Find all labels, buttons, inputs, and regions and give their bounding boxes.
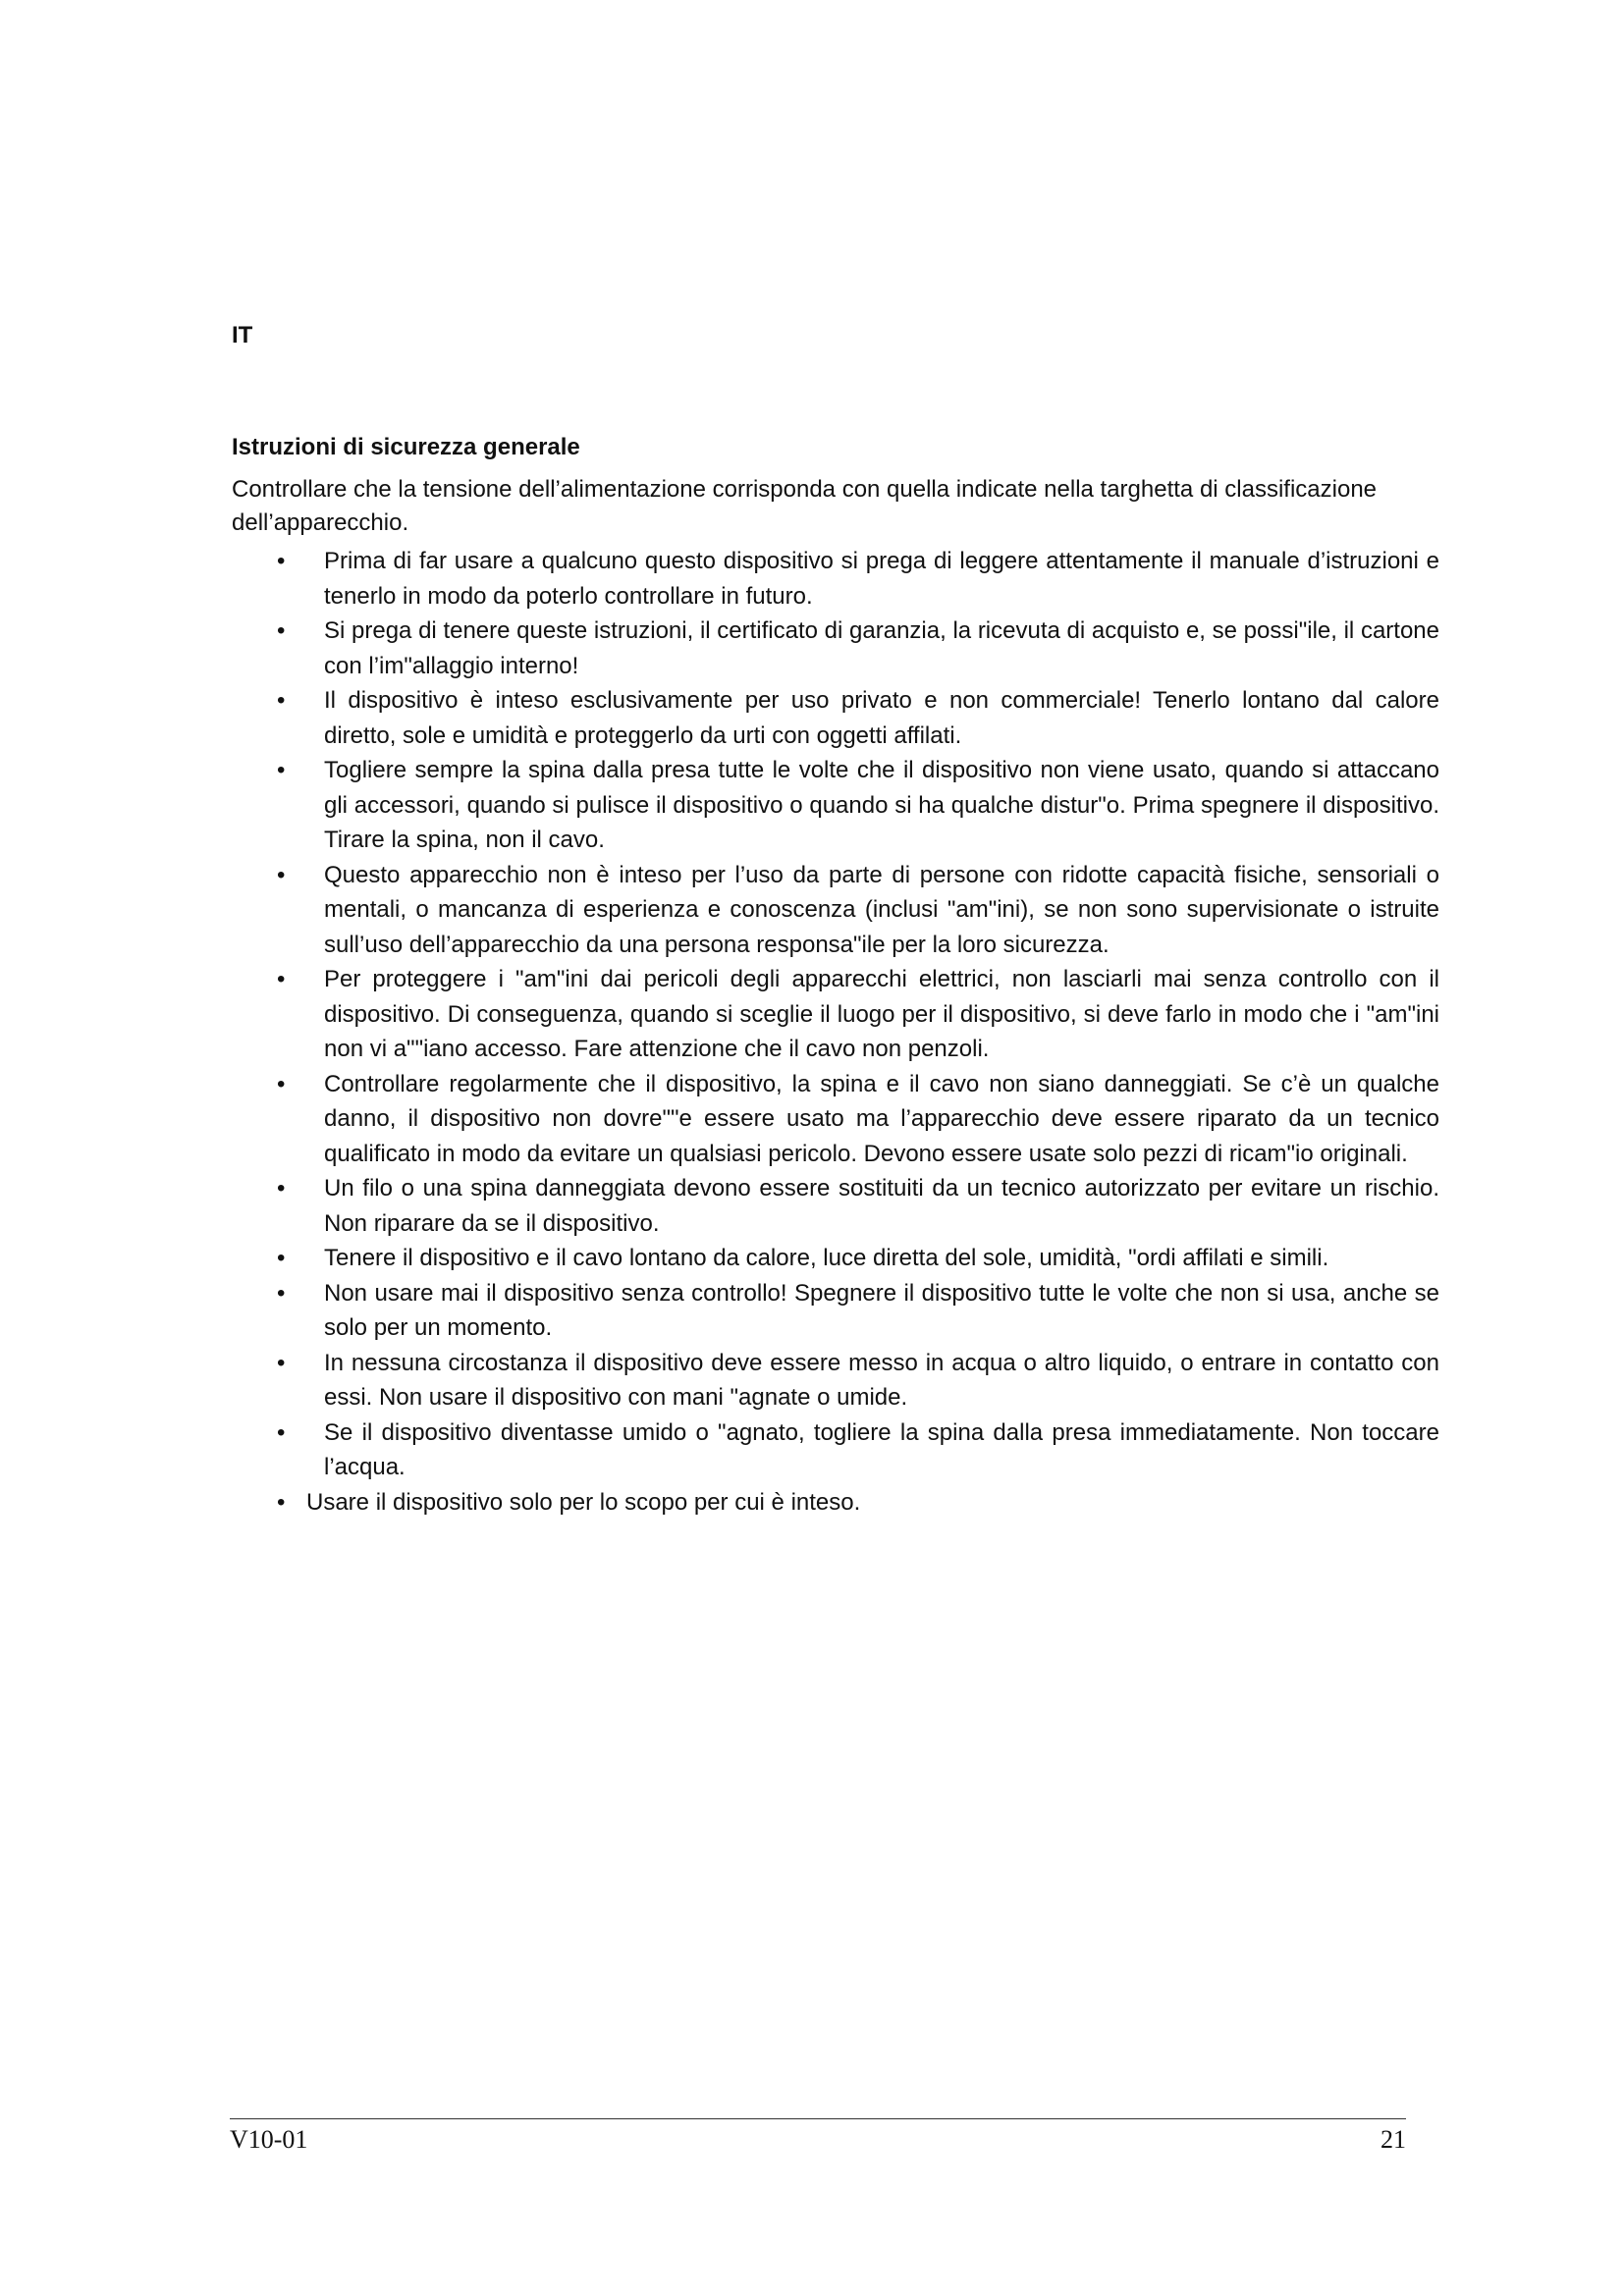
- list-item: [232, 544, 1439, 614]
- safety-rules-list: [232, 544, 1439, 1520]
- language-code: IT: [232, 322, 253, 348]
- list-item-text: Il dispositivo è inteso esclusivamente per uso privato e non commerciale! Tenerlo lontano dal calore diretto, sole e umidità e proteggerlo da urti con oggetti affilati.: [324, 687, 1439, 749]
- list-item-text: Usare il dispositivo solo per lo scopo per cui è inteso.: [306, 1488, 861, 1516]
- bullet-icon: •: [277, 548, 286, 574]
- list-item-text: Se il dispositivo diventasse umido o "agnato, togliere la spina dalla presa immediatamente. Non toccare l’acqua.: [324, 1418, 1439, 1480]
- list-item: [232, 1067, 1439, 1172]
- document-version: V10-01: [230, 2125, 308, 2154]
- intro-paragraph: Controllare che la tensione dell’alimentazione corrisponda con quella indicate nella targhetta di classificazione dell’apparecchio.: [232, 476, 1378, 536]
- bullet-icon: •: [277, 617, 286, 644]
- list-item-text: Questo apparecchio non è inteso per l’uso da parte di persone con ridotte capacità fisiche, sensoriali o mentali, o mancanza di esperienza e conoscenza (inclusi "am"ini), se non sono supervisionate o istruite sull’uso dell’apparecchio da una persona responsa"ile per la loro sicurezza.: [324, 861, 1439, 958]
- bullet-icon: •: [277, 1175, 286, 1201]
- list-item-text: Si prega di tenere queste istruzioni, il certificato di garanzia, la ricevuta di acquisto e, se possi"ile, il cartone con l’im"allaggio interno!: [324, 617, 1439, 679]
- list-item-text: Controllare regolarmente che il dispositivo, la spina e il cavo non siano danneggiati. Se c’è un qualche danno, il dispositivo non dovre""e essere usato ma l’apparecchio deve essere riparato da un tecnico qualificato in modo da evitare un qualsiasi pericolo. Devono essere usate solo pezzi di ricam"io originali.: [324, 1070, 1439, 1167]
- bullet-icon: •: [277, 1279, 286, 1307]
- page-number: 21: [1380, 2125, 1406, 2154]
- list-item: [232, 858, 1439, 963]
- bullet-icon: •: [277, 1349, 286, 1376]
- list-item-text: Tenere il dispositivo e il cavo lontano da calore, luce diretta del sole, umidità, "ordi affilati e simili.: [324, 1245, 1329, 1271]
- list-item: [232, 1241, 1439, 1276]
- list-item: [232, 1171, 1439, 1241]
- list-item-text: Un filo o una spina danneggiata devono essere sostituiti da un tecnico autorizzato per evitare un rischio. Non riparare da se il dispositivo.: [324, 1175, 1439, 1237]
- list-item-text: Prima di far usare a qualcuno questo dispositivo si prega di leggere attentamente il manuale d’istruzioni e tenerlo in modo da poterlo controllare in futuro.: [324, 548, 1439, 610]
- bullet-icon: •: [277, 1245, 286, 1271]
- list-item: [232, 614, 1439, 683]
- bullet-icon: •: [277, 861, 286, 888]
- list-item: [232, 683, 1439, 753]
- bullet-icon: •: [277, 1488, 286, 1516]
- list-item: [232, 962, 1439, 1067]
- list-item: [232, 753, 1439, 858]
- list-item: [232, 1276, 1439, 1346]
- bullet-icon: •: [277, 1418, 286, 1446]
- list-item-text: In nessuna circostanza il dispositivo deve essere messo in acqua o altro liquido, o entrare in contatto con essi. Non usare il dispositivo con mani "agnate o umide.: [324, 1349, 1439, 1411]
- list-item: [232, 1485, 1439, 1521]
- list-item-text: Togliere sempre la spina dalla presa tutte le volte che il dispositivo non viene usato, quando si attaccano gli accessori, quando si pulisce il dispositivo o quando si ha qualche distur"o. Prima spegnere il dispositivo. Tirare la spina, non il cavo.: [324, 757, 1439, 853]
- page-footer: [230, 2118, 1406, 2155]
- bullet-icon: •: [277, 687, 286, 714]
- safety-section: [232, 432, 1439, 1520]
- list-item-text: Non usare mai il dispositivo senza controllo! Spegnere il dispositivo tutte le volte che non si usa, anche se solo per un momento.: [324, 1279, 1439, 1341]
- bullet-icon: •: [277, 966, 286, 992]
- section-title: Istruzioni di sicurezza generale: [232, 434, 580, 460]
- list-item: [232, 1346, 1439, 1415]
- list-item: [232, 1415, 1439, 1485]
- bullet-icon: •: [277, 1070, 286, 1097]
- list-item-text: Per proteggere i "am"ini dai pericoli degli apparecchi elettrici, non lasciarli mai senza controllo con il dispositivo. Di conseguenza, quando si sceglie il luogo per il dispositivo, si deve farlo in modo che i "am"ini non vi a""iano accesso. Fare attenzione che il cavo non penzoli.: [324, 966, 1439, 1062]
- bullet-icon: •: [277, 757, 286, 783]
